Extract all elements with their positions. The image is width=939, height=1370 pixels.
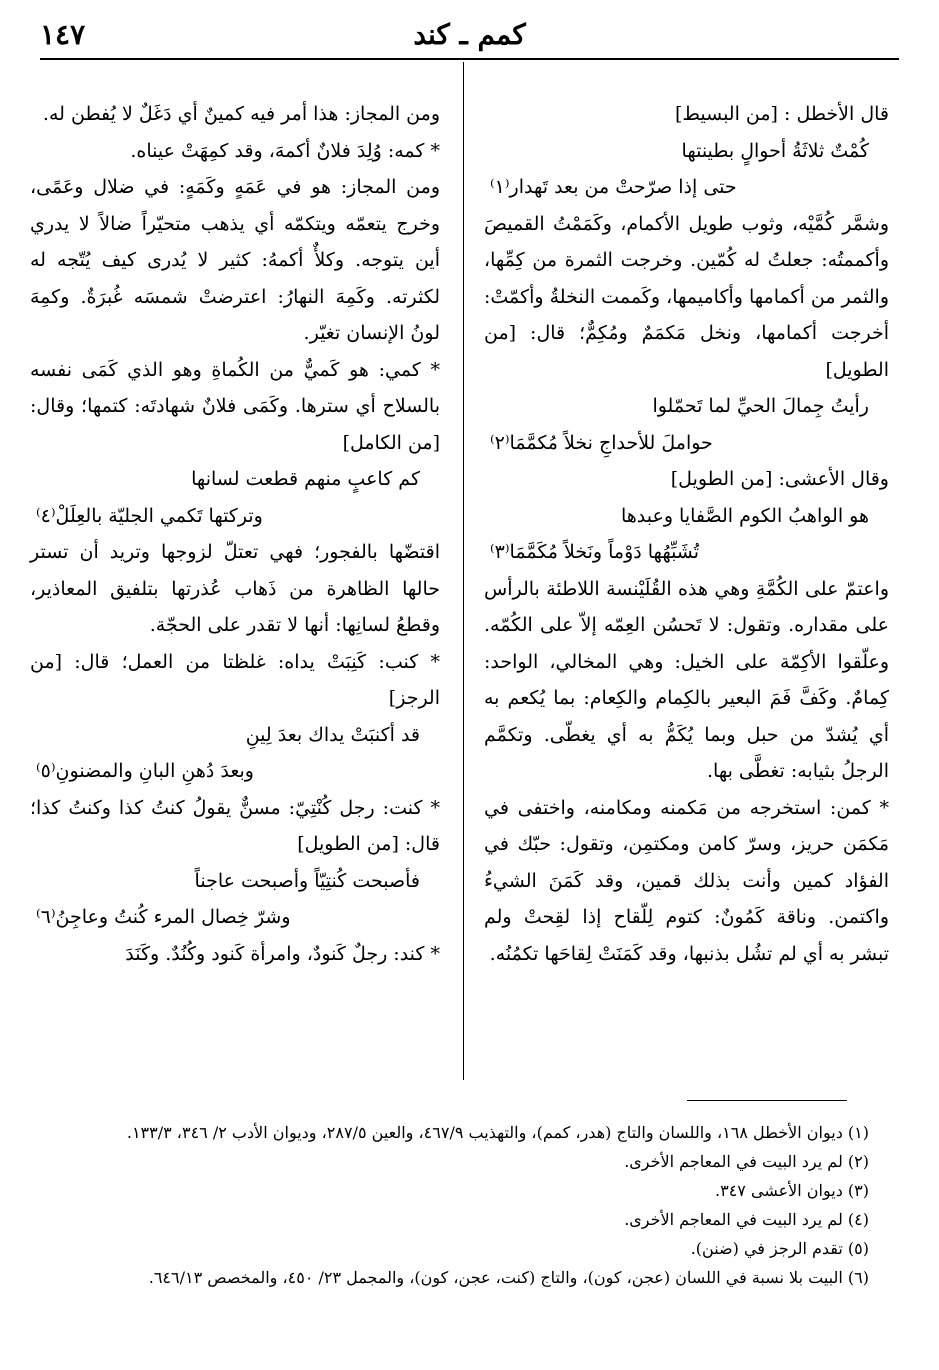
left-column-paragraph: * كنب: كَنِبَتْ يداه: غلظتا من العمل؛ قال: [من الرجز] <box>30 650 440 709</box>
left-column-paragraph: * كمي: هو كَميٌّ من الكُماةِ وهو الذي كَمَى نفسه بالسلاح أي سترها. وكَمَى فلانٌ شهادتَه: كتمها؛ وقال: [من الكامل] <box>30 358 440 454</box>
left-column-paragraph: ومن المجاز: هذا أمر فيه كمينٌ أي دَغَلٌ لا يُفطن له. <box>42 103 440 125</box>
right-column-paragraph: قال الأخطل : [من البسيط] <box>674 103 889 125</box>
left-column-verse-line: وتركتها تَكمي الجليّة بالعِلَلْ⁽٤⁾ <box>36 504 263 527</box>
running-head: كمم ـ كند <box>413 18 526 51</box>
footnote: (٢) لم يرد البيت في المعاجم الأخرى. <box>624 1152 869 1171</box>
right-column-paragraph: وقال الأعشى: [من الطويل] <box>670 468 889 490</box>
left-column <box>30 96 440 972</box>
footnote: (٦) البيت بلا نسبة في اللسان (عجن، كون)، والتاج (كنت، عجن، كون)، والمجمل ٢٣/ ٤٥٠، والمخصص ٦٤٦/١٣. <box>148 1268 869 1287</box>
right-column-paragraph: واعتمّ على الكُمَّةِ وهي هذه القُلَيْنسة اللاطئة بالرأس على مقداره. وتقول: لا تَحسُن العِمّه إلاّ على الكُمّه. وعلّقوا الأكِمّة على الخيل: وهي المخالي، الواحد: كِمامٌ. وكَفَّ فَمَ البعير بالكِمام والكِعام: بما يُكعم به أي يُشدّ من حبل وبما يُكَمُّ به أي يغطّى. وتكمَّم الرجلُ بثيابه: تغطَّى بها. <box>484 577 889 782</box>
right-column-verse-line: رأيتُ جِمالَ الحيِّ لما تَحمّلوا <box>652 395 869 417</box>
right-column-paragraph: وشمَّر كُمَّيْه، وثوب طويل الأكمام، وكَمَمْتُ القميصَ وأكممتُه: جعلتُ له كُمّين. وخرجت الثمرة من كِمِّها، والثمر من أكمامها وأكاميمها، وكَممت النخلةُ وأكمّتْ: أخرجت أكمامها، ونخل مَكمَمٌ ومُكِمٌّ؛ قال: [من الطويل] <box>484 212 889 381</box>
left-column-verse-line: وشرّ خِصال المرء كُنتُ وعاجِنُ⁽٦⁾ <box>36 906 291 928</box>
left-column-paragraph: اقتضّها بالفجور؛ فهي تعتلّ لزوجها وتريد أن تستر حالها الظاهرة من ذَهاب عُذرتها بتلفيق المعاذير، وقطعُ لسانِها: أنها لا تقدر على الحجّة. <box>30 541 440 636</box>
footnote: (٤) لم يرد البيت في المعاجم الأخرى. <box>624 1210 869 1229</box>
left-column-verse-line: فأصبحت كُنتِيّاً وأصبحت عاجناً <box>194 869 420 892</box>
right-column-verse-line: حتى إذا صرّحتْ من بعد تَهدار⁽١⁾ <box>490 176 737 198</box>
left-column-verse-line: وبعدَ دُهنِ البانِ والمضنونِ⁽٥⁾ <box>36 760 254 782</box>
right-column-verse-line: حواملَ للأحداجِ نخلاً مُكمَّمَا⁽٢⁾ <box>490 431 713 454</box>
footnote-rule <box>687 1100 847 1101</box>
left-column-paragraph: * كند: رجلٌ كَنودٌ، وامرأة كَنود وكُنُدٌ. وكَنَدَ <box>125 942 440 965</box>
left-column-paragraph: ومن المجاز: هو في عَمَهٍ وكَمَهٍ: في ضلال وعَمًى، وخرج يتعمّه ويتكمّه أي يذهب متحيّراً ضالاً لا يدري أين يتوجه. وكلأٌ أكمهُ: كثير لا يُدرى كيف يُتّجه له لكثرته. وكَمِهَ النهارُ: اعترضتْ شمسَه غُبرَةٌ. وكمِهَ لونُ الإنسان تغيّر. <box>30 176 440 344</box>
left-column-verse-line: قد أكنبَتْ يداك بعدَ لِينِ <box>245 723 420 746</box>
footnote: (١) ديوان الأخطل ١٦٨، واللسان والتاج (هدر، كمم)، والتهذيب ٤٦٧/٩، والعين ٢٨٧/٥، وديوان الأدب ٢/ ٣٤٦، ١٣٣/٣. <box>126 1123 869 1142</box>
right-column-paragraph: * كمن: استخرجه من مَكمنه ومكامنه، واختفى في مَكمَن حريز، وسرّ كامن ومكتمِن، وتقول: حبّك في الفؤاد كمين وأنت بذلك قمين، وقد كَمَنَ الشيءُ واكتمن. وناقة كَمُونٌ: كتوم لِلّقاح إذا لقِحتْ ولم تبشر به أي لم تشُل بذنبها، وقد كَمَنَتْ لِقاحَها تكمُنُه. <box>484 796 889 965</box>
page-header <box>40 14 899 60</box>
footnotes <box>60 1118 869 1292</box>
page-number: ١٤٧ <box>40 18 86 51</box>
left-column-paragraph: * كنت: رجل كُنْتِيّ: مسنٌّ يقولُ كنتُ كذا وكنتُ كذا؛ قال: [من الطويل] <box>30 796 440 855</box>
right-column-verse-line: هو الواهبُ الكوم الصَّفايا وعبدها <box>620 504 869 527</box>
left-column-paragraph: * كمه: وُلِدَ فلانٌ أكمهَ، وقد كمِهَتْ عيناه. <box>130 139 440 162</box>
right-column-verse-line: تُشَبِّهُها دَوْماً ونَخلاً مُكَمَّمَا⁽٣⁾ <box>490 541 700 563</box>
footnote: (٥) تقدم الرجز في (ضنن). <box>690 1239 869 1258</box>
footnote: (٣) ديوان الأعشى ٣٤٧. <box>715 1181 869 1200</box>
right-column-verse-line: كُمْتٌ ثلاثَةُ أحوالٍ بطينتها <box>681 139 869 162</box>
right-column <box>484 96 889 972</box>
column-divider <box>463 62 464 1080</box>
left-column-verse-line: كم كاعبٍ منهم قطعت لسانها <box>191 468 420 490</box>
